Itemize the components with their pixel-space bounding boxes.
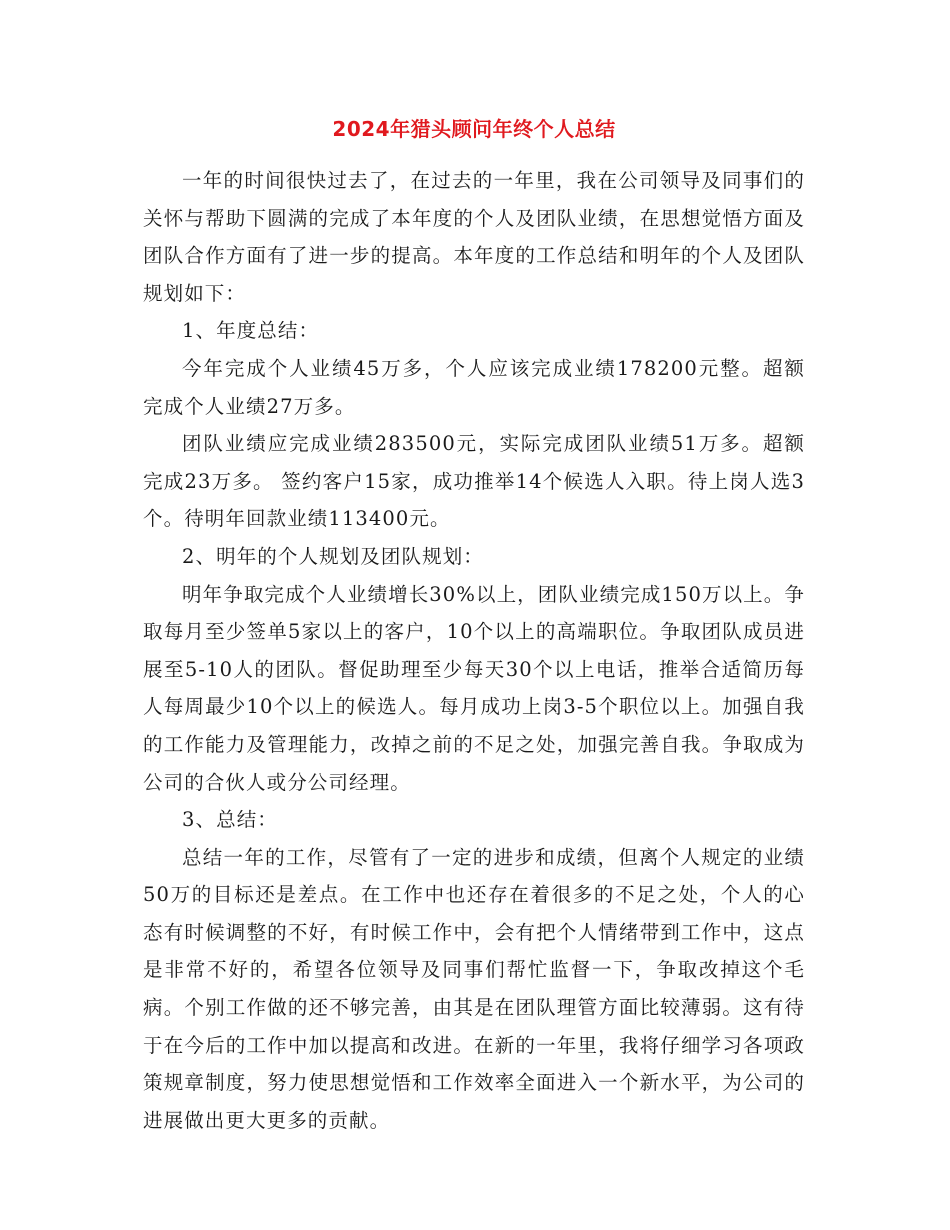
section-heading-annual-summary: 1、年度总结： — [182, 319, 320, 343]
team-performance-paragraph: 团队业绩应完成业绩283500元，实际完成团队业绩51万多。超额完成23万多。 签约客户15家，成功推举14个候选人入职。待上岗人选3个。待明年回款业绩113400元。 — [143, 432, 805, 531]
document-page — [143, 112, 805, 1139]
section-heading-next-year-plan: 2、明年的个人规划及团队规划： — [182, 544, 484, 568]
conclusion-paragraph: 总结一年的工作，尽管有了一定的进步和成绩，但离个人规定的业绩50万的目标还是差点。在工作中也还存在着很多的不足之处，个人的心态有时候调整的不好，有时候工作中，会有把个人情绪带到工作中，这点是非常不好的，希望各位领导及同事们帮忙监督一下，争取改掉这个毛病。个别工作做的还不够完善，由其是在团队理管方面比较薄弱。这有待于在今后的工作中加以提高和改进。在新的一年里，我将仔细学习各项政策规章制度，努力使思想觉悟和工作效率全面进入一个新水平，为公司的进展做出更大更多的贡献。 — [143, 845, 805, 1132]
intro-paragraph: 一年的时间很快过去了，在过去的一年里，我在公司领导及同事们的关怀与帮助下圆满的完成了本年度的个人及团队业绩，在思想觉悟方面及团队合作方面有了进一步的提高。本年度的工作总结和明年的个人及团队规划如下： — [143, 169, 805, 305]
section-heading-conclusion: 3、总结： — [182, 808, 278, 832]
next-year-plan-paragraph: 明年争取完成个人业绩增长30%以上，团队业绩完成150万以上。争取每月至少签单5家以上的客户，10个以上的高端职位。争取团队成员进展至5-10人的团队。督促助理至少每天30个以上电话，推举合适简历每人每周最少10个以上的候选人。每月成功上岗3-5个职位以上。加强自我的工作能力及管理能力，改掉之前的不足之处，加强完善自我。争取成为公司的合伙人或分公司经理。 — [143, 582, 805, 794]
personal-performance-paragraph: 今年完成个人业绩45万多，个人应该完成业绩178200元整。超额完成个人业绩27万多。 — [143, 356, 805, 418]
document-title: 2024年猎头顾问年终个人总结 — [332, 117, 616, 141]
